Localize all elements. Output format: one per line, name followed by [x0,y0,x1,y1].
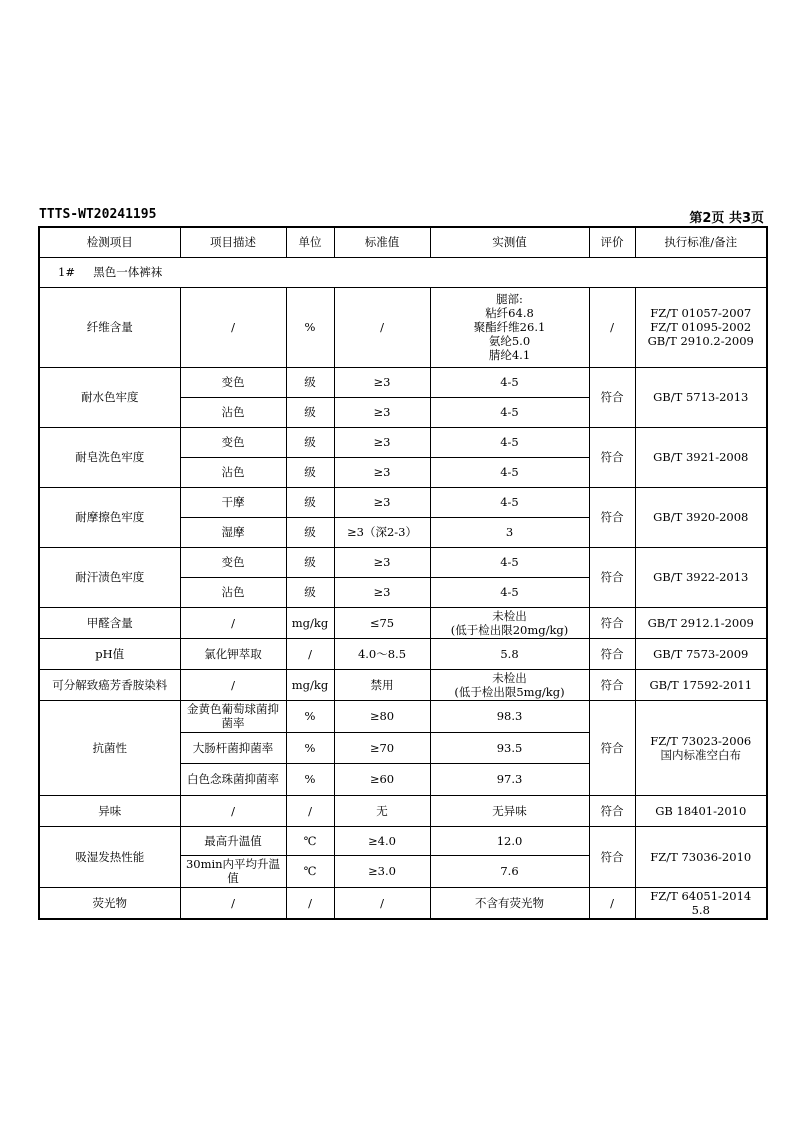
item-cell: 吸湿发热性能 [39,826,180,887]
std-cell: 4.0～8.5 [334,638,430,669]
col-header: 项目描述 [180,227,286,257]
desc-cell: 变色 [180,367,286,397]
desc-cell: 氯化钾萃取 [180,638,286,669]
table-row [39,669,767,700]
item-cell: pH值 [39,638,180,669]
item-cell: 异味 [39,795,180,826]
result-cell: 未检出 (低于检出限5mg/kg) [430,669,589,700]
unit-cell: ℃ [286,826,334,855]
item-cell: 可分解致癌芳香胺染料 [39,669,180,700]
method-cell: GB 18401-2010 [635,795,767,826]
desc-cell: 金黄色葡萄球菌抑菌率 [180,700,286,732]
desc-cell: 白色念珠菌抑菌率 [180,763,286,795]
unit-cell: ℃ [286,855,334,887]
method-cell: GB/T 2912.1-2009 [635,607,767,638]
unit-cell: % [286,287,334,367]
method-cell: FZ/T 01057-2007 FZ/T 01095-2002 GB/T 2910.2-2009 [635,287,767,367]
unit-cell: 级 [286,577,334,607]
report-number: TTTS-WT20241195 [39,207,157,222]
item-cell: 耐摩擦色牢度 [39,487,180,547]
eval-cell: 符合 [589,607,635,638]
col-header: 标准值 [334,227,430,257]
desc-cell: 大肠杆菌抑菌率 [180,732,286,763]
std-cell: ≥3（深2-3） [334,517,430,547]
table-row [39,607,767,638]
method-cell: FZ/T 64051-2014 5.8 [635,887,767,919]
std-cell: 无 [334,795,430,826]
eval-cell: 符合 [589,487,635,547]
result-cell: 未检出 (低于检出限20mg/kg) [430,607,589,638]
method-cell: FZ/T 73023-2006 国内标准空白布 [635,700,767,795]
item-cell: 纤维含量 [39,287,180,367]
eval-cell: 符合 [589,547,635,607]
result-cell: 不含有荧光物 [430,887,589,919]
unit-cell: % [286,763,334,795]
desc-cell: 变色 [180,547,286,577]
result-cell: 4-5 [430,397,589,427]
test-results-table [38,226,768,920]
page-info: 第2页 共3页 [689,211,764,226]
result-cell: 4-5 [430,487,589,517]
std-cell: ≥3 [334,457,430,487]
table-row [39,367,767,397]
table-row [39,487,767,517]
std-cell: ≥4.0 [334,826,430,855]
desc-cell: / [180,795,286,826]
std-cell: 禁用 [334,669,430,700]
eval-cell: 符合 [589,795,635,826]
col-header: 评价 [589,227,635,257]
result-cell: 7.6 [430,855,589,887]
item-cell: 荧光物 [39,887,180,919]
method-cell: FZ/T 73036-2010 [635,826,767,887]
item-cell: 耐水色牢度 [39,367,180,427]
std-cell: ≥3.0 [334,855,430,887]
table-row [39,795,767,826]
table-row [39,638,767,669]
std-cell: / [334,287,430,367]
method-cell: GB/T 3922-2013 [635,547,767,607]
unit-cell: 级 [286,367,334,397]
eval-cell: 符合 [589,427,635,487]
desc-cell: 干摩 [180,487,286,517]
method-cell: GB/T 3921-2008 [635,427,767,487]
unit-cell: / [286,638,334,669]
unit-cell: 级 [286,517,334,547]
eval-cell: / [589,887,635,919]
result-cell: 4-5 [430,577,589,607]
result-cell: 93.5 [430,732,589,763]
result-cell: 4-5 [430,427,589,457]
table-row [39,287,767,367]
table-row [39,700,767,732]
table-row [39,887,767,919]
std-cell: ≥3 [334,427,430,457]
std-cell: ≥60 [334,763,430,795]
std-cell: ≥80 [334,700,430,732]
col-header: 检测项目 [39,227,180,257]
sample-name: 黑色一体裤袜 [93,265,163,279]
result-cell: 腿部: 粘纤64.8 聚酯纤维26.1 氨纶5.0 腈纶4.1 [430,287,589,367]
std-cell: ≥3 [334,577,430,607]
unit-cell: / [286,887,334,919]
desc-cell: / [180,607,286,638]
eval-cell: 符合 [589,638,635,669]
desc-cell: 最高升温值 [180,826,286,855]
desc-cell: 沾色 [180,397,286,427]
result-cell: 无异味 [430,795,589,826]
unit-cell: mg/kg [286,669,334,700]
desc-cell: / [180,887,286,919]
result-cell: 97.3 [430,763,589,795]
result-cell: 5.8 [430,638,589,669]
unit-cell: 级 [286,427,334,457]
table-row [39,826,767,855]
item-cell: 甲醛含量 [39,607,180,638]
std-cell: / [334,887,430,919]
col-header: 单位 [286,227,334,257]
table-row [39,547,767,577]
std-cell: ≥70 [334,732,430,763]
desc-cell: / [180,669,286,700]
result-cell: 12.0 [430,826,589,855]
unit-cell: 级 [286,397,334,427]
desc-cell: 30min内平均升温值 [180,855,286,887]
eval-cell: 符合 [589,669,635,700]
method-cell: GB/T 17592-2011 [635,669,767,700]
eval-cell: / [589,287,635,367]
result-cell: 4-5 [430,457,589,487]
eval-cell: 符合 [589,826,635,887]
unit-cell: mg/kg [286,607,334,638]
unit-cell: 级 [286,487,334,517]
desc-cell: / [180,287,286,367]
std-cell: ≥3 [334,367,430,397]
sample-row [39,257,767,287]
unit-cell: 级 [286,547,334,577]
method-cell: GB/T 3920-2008 [635,487,767,547]
unit-cell: / [286,795,334,826]
desc-cell: 湿摩 [180,517,286,547]
std-cell: ≥3 [334,547,430,577]
item-cell: 耐皂洗色牢度 [39,427,180,487]
table-header-row [39,227,767,257]
result-cell: 4-5 [430,367,589,397]
std-cell: ≥3 [334,487,430,517]
sample-title [39,257,767,287]
std-cell: ≥3 [334,397,430,427]
col-header: 实测值 [430,227,589,257]
unit-cell: 级 [286,457,334,487]
unit-cell: % [286,732,334,763]
result-cell: 4-5 [430,547,589,577]
item-cell: 抗菌性 [39,700,180,795]
method-cell: GB/T 5713-2013 [635,367,767,427]
desc-cell: 变色 [180,427,286,457]
item-cell: 耐汗渍色牢度 [39,547,180,607]
desc-cell: 沾色 [180,577,286,607]
eval-cell: 符合 [589,700,635,795]
std-cell: ≤75 [334,607,430,638]
eval-cell: 符合 [589,367,635,427]
desc-cell: 沾色 [180,457,286,487]
result-cell: 98.3 [430,700,589,732]
sample-no: 1# [58,265,75,279]
unit-cell: % [286,700,334,732]
col-header: 执行标准/备注 [635,227,767,257]
table-row [39,427,767,457]
method-cell: GB/T 7573-2009 [635,638,767,669]
result-cell: 3 [430,517,589,547]
